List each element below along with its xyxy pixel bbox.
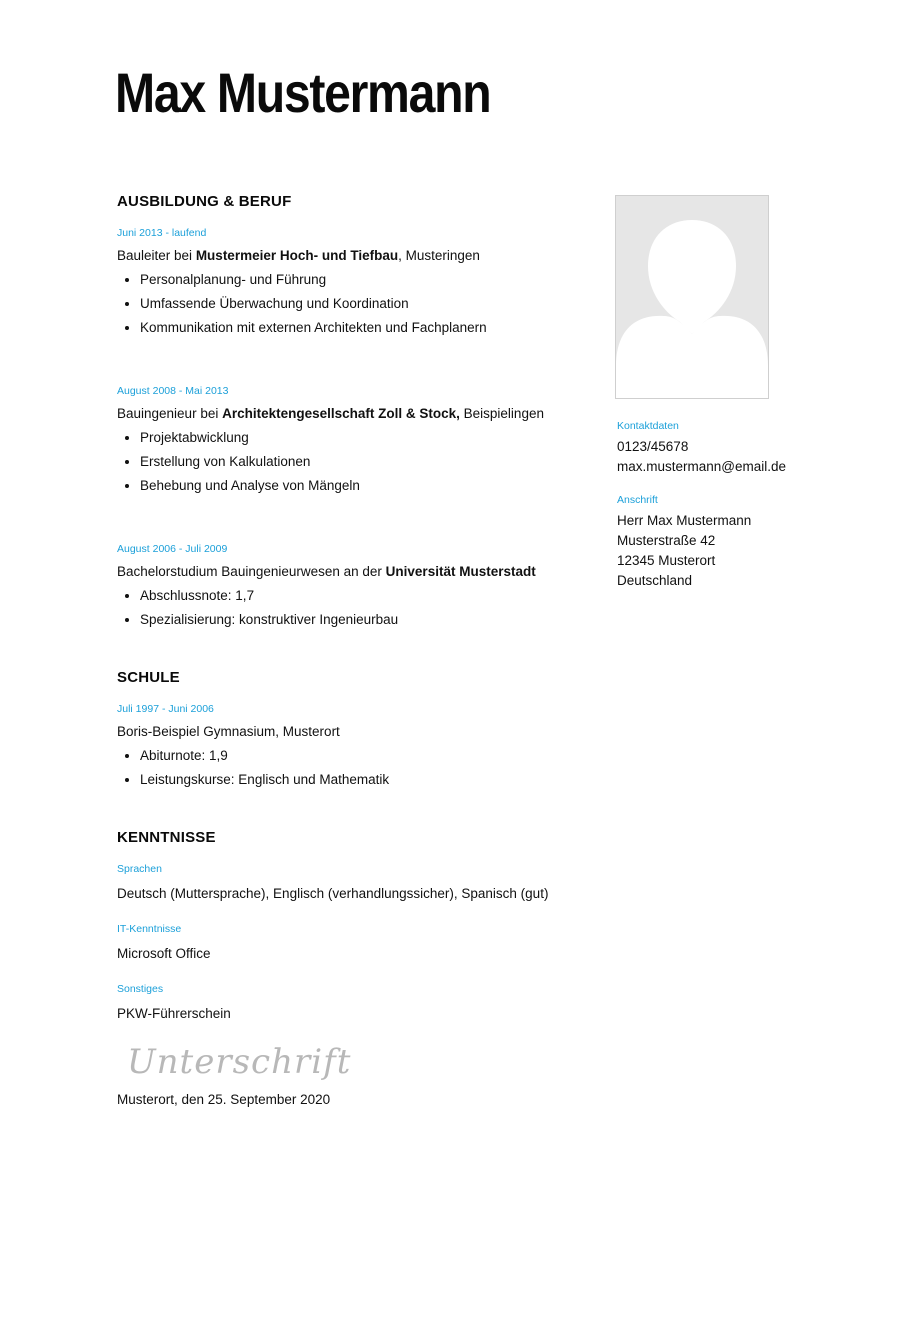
entry-bullets [117, 268, 587, 340]
bullet-item: • Kommunikation mit externen Architekten und Fachplanern [140, 316, 587, 340]
address-line: Deutschland [617, 573, 693, 588]
skill-item [117, 982, 587, 1026]
bullet-item: • Umfassende Überwachung und Koordination [140, 292, 587, 316]
bullet-item: • Abiturnote: 1,9 [140, 744, 587, 768]
skill-label: Sprachen [117, 863, 162, 875]
cv-name: Max Mustermann [115, 61, 491, 124]
contact-block [615, 419, 815, 477]
entry-org: Universität Musterstadt [385, 564, 536, 579]
entry-suffix: Beispielingen [459, 406, 544, 421]
entry-line [117, 402, 587, 426]
bullet-item: • Erstellung von Kalkulationen [140, 450, 587, 474]
entry-date: August 2008 - Mai 2013 [117, 385, 229, 397]
entry-bullets [117, 584, 587, 632]
skill-item [117, 862, 587, 906]
entry-bullets [117, 744, 587, 792]
entry-prefix: Bachelorstudium Bauingenieurwesen an der [117, 564, 386, 579]
bullet-item: • Abschlussnote: 1,7 [140, 584, 587, 608]
bullet-item: • Spezialisierung: konstruktiver Ingenieurbau [140, 608, 587, 632]
place-date: Musterort, den 25. September 2020 [117, 1092, 331, 1107]
contact-email: max.mustermann@email.de [617, 459, 787, 474]
skill-label: IT-Kenntnisse [117, 923, 182, 935]
section-title-skills: KENNTNISSE [117, 829, 216, 846]
main-column [117, 190, 587, 1112]
address-line: Musterstraße 42 [617, 533, 716, 548]
career-entry [117, 542, 587, 632]
skill-item [117, 922, 587, 966]
entry-line [117, 244, 587, 268]
skill-value: Microsoft Office [117, 946, 211, 961]
entry-prefix: Bauleiter bei [117, 248, 196, 263]
person-silhouette-icon [616, 196, 768, 398]
bullet-item: • Behebung und Analyse von Mängeln [140, 474, 587, 498]
school-entry [117, 702, 587, 792]
bullet-item: • Leistungskurse: Englisch und Mathematik [140, 768, 587, 792]
address-label: Anschrift [617, 494, 658, 506]
entry-bullets [117, 426, 587, 498]
entry-line: Boris-Beispiel Gymnasium, Musterort [117, 724, 340, 739]
entry-prefix: Bauingenieur bei [117, 406, 223, 421]
entry-org: Mustermeier Hoch- und Tiefbau [195, 248, 399, 263]
section-title-career: AUSBILDUNG & BERUF [117, 193, 292, 210]
entry-suffix: , Musteringen [398, 248, 480, 263]
section-title-school: SCHULE [117, 669, 180, 686]
skill-value: PKW-Führerschein [117, 1006, 231, 1021]
entry-date: Juli 1997 - Juni 2006 [117, 703, 214, 715]
career-entry [117, 226, 587, 340]
bullet-item: • Projektabwicklung [140, 426, 587, 450]
contact-label: Kontaktdaten [617, 420, 679, 432]
skill-value: Deutsch (Muttersprache), Englisch (verhandlungssicher), Spanisch (gut) [117, 886, 549, 901]
skill-label: Sonstiges [117, 983, 164, 995]
entry-date: Juni 2013 - laufend [117, 227, 207, 239]
profile-photo [615, 195, 769, 399]
signature: Unterschrift [127, 1042, 352, 1082]
entry-org: Architektengesellschaft Zoll & Stock, [222, 406, 460, 421]
sidebar [615, 195, 815, 607]
career-entry [117, 384, 587, 498]
entry-date: August 2006 - Juli 2009 [117, 543, 228, 555]
bullet-item: • Personalplanung- und Führung [140, 268, 587, 292]
address-line: 12345 Musterort [617, 553, 716, 568]
address-block [615, 493, 815, 591]
contact-phone: 0123/45678 [617, 439, 689, 454]
address-line: Herr Max Mustermann [617, 513, 752, 528]
entry-line [117, 560, 587, 584]
